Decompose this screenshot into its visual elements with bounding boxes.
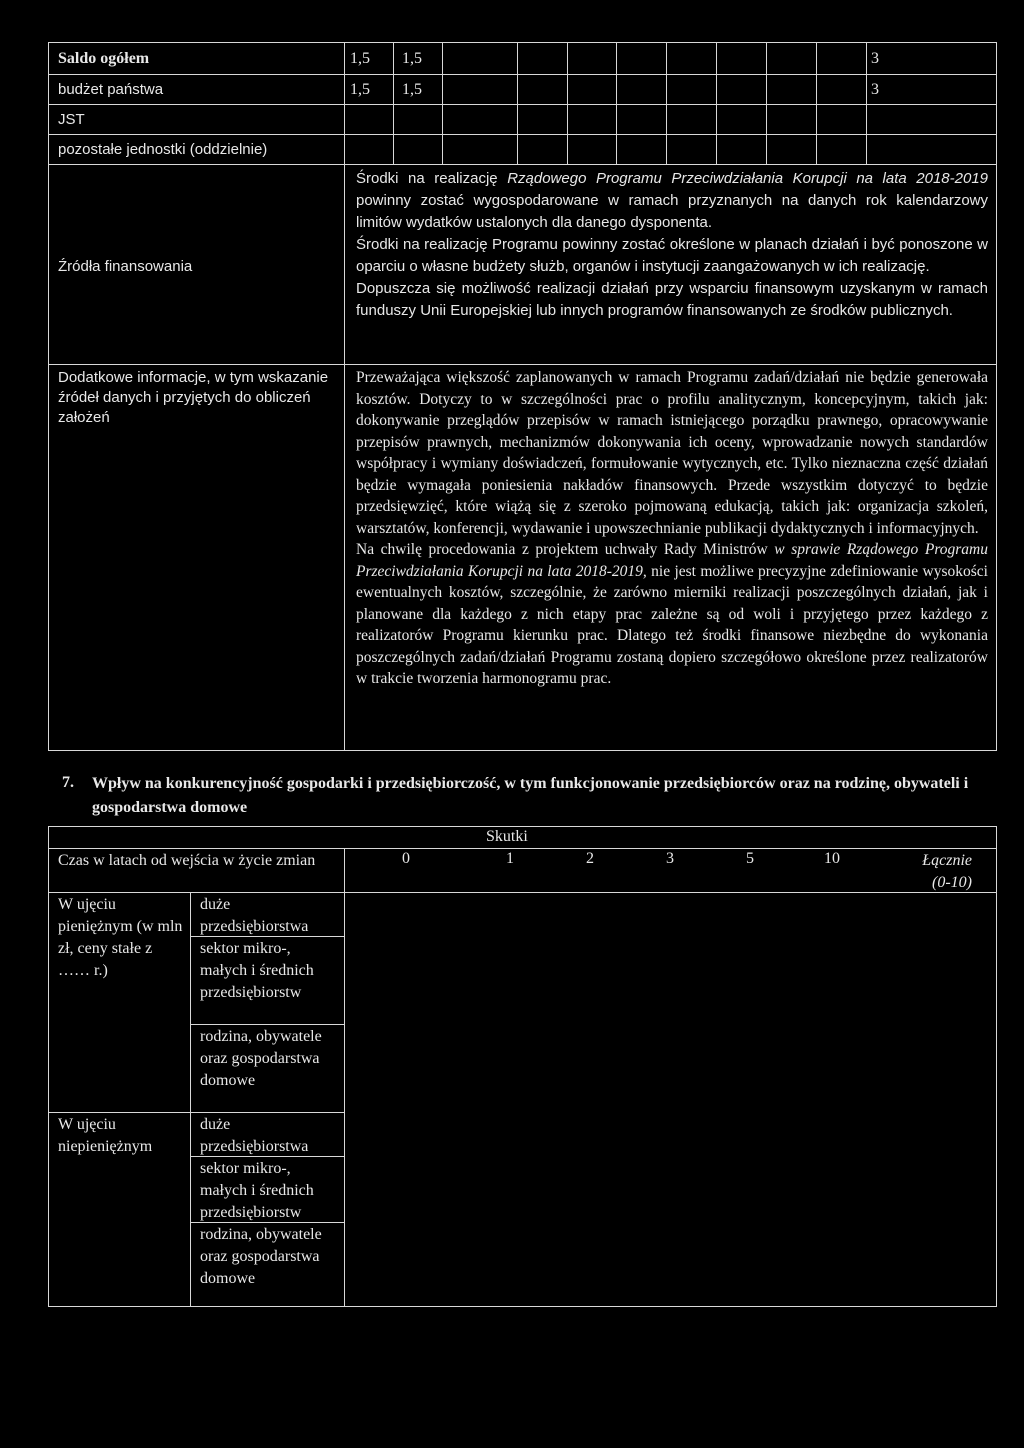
- niepieniezny-label: W ujęciu niepieniężnym: [58, 1116, 153, 1155]
- row-label-pozostale: pozostałe jednostki (oddzielnie): [58, 141, 268, 158]
- budzet-total-value: 3: [871, 81, 879, 98]
- year-0: 0: [402, 850, 410, 867]
- year-10: 10: [824, 850, 840, 867]
- zrodla-label: Źródła finansowania: [58, 258, 193, 275]
- lacznie-label: Łącznie: [922, 852, 972, 869]
- saldo-total-value: 3: [871, 50, 879, 67]
- pieniezny-sektor: sektor mikro-, małych i średnich przedsiębiorstw: [200, 940, 314, 1001]
- niepieniezny-sektor: sektor mikro-, małych i średnich przedsiębiorstw: [200, 1160, 314, 1221]
- dodatkowe-text: Przeważająca większość zaplanowanych w ramach Programu zadań/działań nie będzie generowała kosztów. Dotyczy to w szczególności prac o profilu analitycznym, koncepcyjnym, takich jak: dokonywanie przeglądów przepisów w ramach istniejącego porządku prawnego, opracowywanie przepisów prawnych, mechanizmów dokonywania ich oceny, wprowadzanie nowych standardów współpracy i wymiany doświadczeń, formułowanie wytycznych, etc. Tylko nieznaczna część działań będzie wymagała poniesienia nakładów finansowych. Przede wszystkim dotyczyć to będzie przedsięwzięć, które wiążą się z szeroko pojmowaną edukacją, takich jak: organizacja szkoleń, warsztatów, konferencji, wydawanie i upowszechnianie publikacji dydaktycznych i informacyjnych. Na chwilę procedowania z projektem uchwały Rady Ministrów w sprawie Rządowego Programu Przeciwdziałania Korupcji na lata 2018-2019, nie jest możliwe precyzyjne zdefiniowanie wysokości ewentualnych kosztów, szczególnie, że zarówno mierniki realizacji poszczególnych działań, jak i planowane dla każdego z nich etapy prac zależne są od woli i przyjętego przez każdego z realizatorów Programu kierunku prac. Dlatego też środki finansowe niezbędne do wykonania poszczególnych zadań/działań Programu zostaną dopiero szczegółowo określone przez realizatorów w trakcie tworzenia harmonogramu prac.: [356, 369, 989, 687]
- dodatkowe-label: Dodatkowe informacje, w tym wskazanie źródeł danych i przyjętych do obliczeń założeń: [58, 369, 329, 426]
- czas-label: Czas w latach od wejścia w życie zmian: [58, 852, 316, 869]
- row-label-budzet: budżet państwa: [58, 81, 164, 98]
- section-number: 7.: [62, 774, 74, 791]
- row-label-saldo: Saldo ogółem: [58, 50, 150, 67]
- year-2: 2: [586, 850, 594, 867]
- skutki-header: Skutki: [486, 828, 528, 845]
- budzet-year1-value: 1,5: [402, 81, 422, 98]
- niepieniezny-rodzina: rodzina, obywatele oraz gospodarstwa domowe: [200, 1226, 322, 1287]
- row-label-jst: JST: [58, 111, 85, 128]
- lacznie-range: (0-10): [932, 874, 972, 891]
- pieniezny-label: W ujęciu pieniężnym (w mln zł, ceny stałe z …… r.): [58, 896, 183, 979]
- section-title: Wpływ na konkurencyjność gospodarki i przedsiębiorczość, w tym funkcjonowanie przedsiębiorców oraz na rodzinę, obywateli i gospodarstwa domowe: [92, 775, 969, 816]
- saldo-year0-value: 1,5: [350, 50, 370, 67]
- year-3: 3: [666, 850, 674, 867]
- year-5: 5: [746, 850, 754, 867]
- lacznie-header: [872, 850, 972, 894]
- pieniezny-duze: duże przedsiębiorstwa: [200, 896, 309, 935]
- zrodla-text: Środki na realizację Rządowego Programu Przeciwdziałania Korupcji na lata 2018-2019 powinny zostać wygospodarowane w ramach przyznanych na danych rok kalendarzowy limitów wydatków ustalonych dla danego dysponenta. Środki na realizację Programu powinny zostać określone w planach działań i być ponoszone w oparciu o własne budżety służb, organów i instytucji zaangażowanych w ich realizację. Dopuszcza się możliwość realizacji działań przy wsparciu finansowym uzyskanym w ramach funduszy Unii Europejskiej lub innych programów finansowanych ze środków publicznych.: [356, 170, 989, 319]
- saldo-year1-value: 1,5: [402, 50, 422, 67]
- pieniezny-rodzina: rodzina, obywatele oraz gospodarstwa domowe: [200, 1028, 322, 1089]
- budzet-year0-value: 1,5: [350, 81, 370, 98]
- niepieniezny-duze: duże przedsiębiorstwa: [200, 1116, 309, 1155]
- year-1: 1: [506, 850, 514, 867]
